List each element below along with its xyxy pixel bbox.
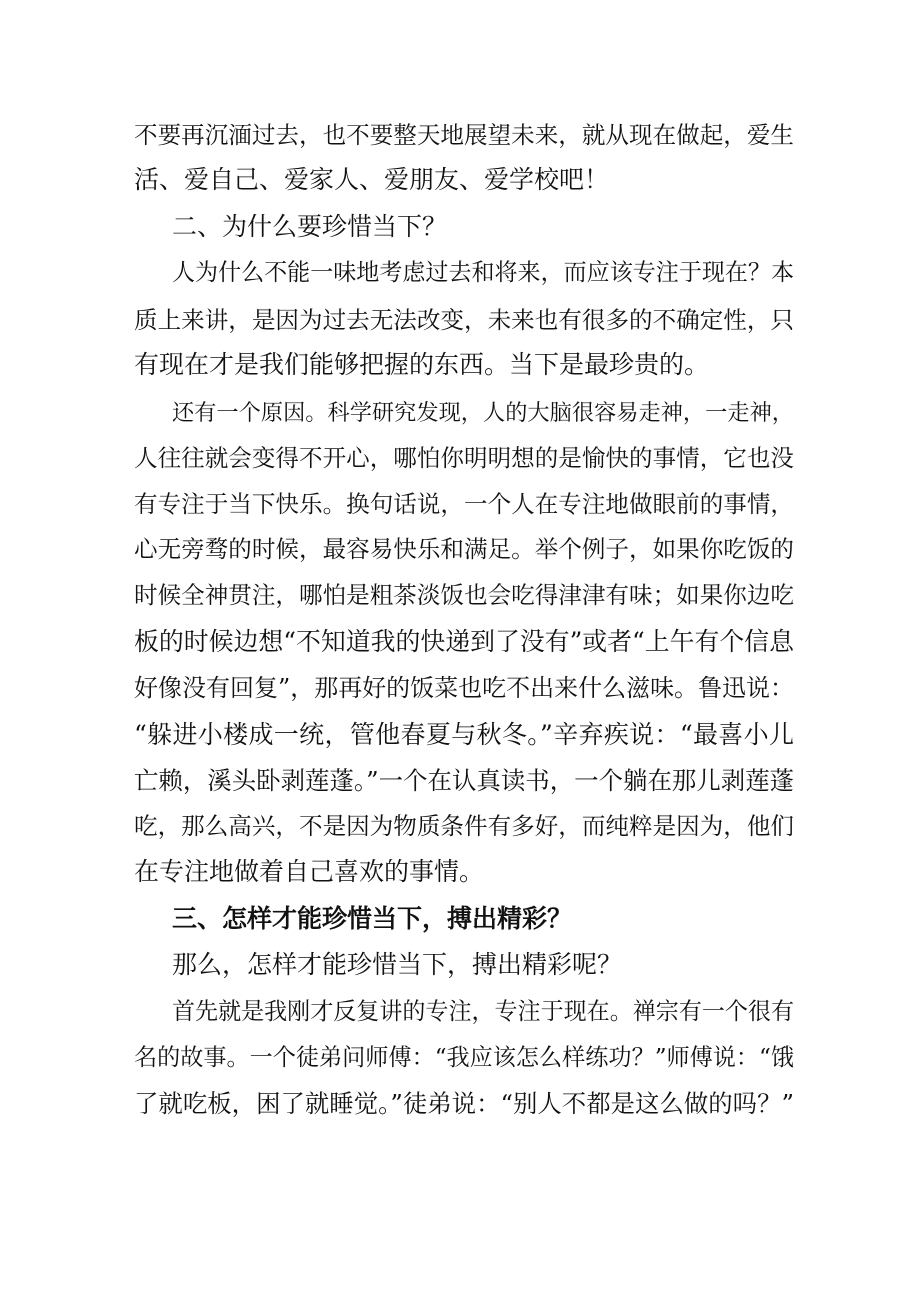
body-text-line: 有现在才是我们能够把握的东西。当下是最珍贵的。 — [134, 350, 710, 379]
body-text-line: 人为什么不能一味地考虑过去和将来，而应该专注于现在？本 — [172, 260, 794, 286]
body-text-line: 人往往就会变得不开心，哪怕你明明想的是愉快的事情，它也没 — [134, 444, 794, 472]
body-text-line: 亡赖，溪头卧剥莲蓬。”一个在认真读书，一个躺在那儿剥莲蓬 — [134, 766, 795, 795]
body-text-line: 心无旁骛的时候，最容易快乐和满足。举个例子，如果你吃饭的 — [134, 535, 794, 563]
body-text-line: 板的时候边想“不知道我的快递到了没有”或者“上午有个信息 — [134, 627, 795, 656]
body-text-line: 吃，那么高兴，不是因为物质条件有多好，而纯粹是因为，他们 — [134, 812, 794, 840]
section-heading: 二、为什么要珍惜当下？ — [172, 212, 448, 241]
body-text-line: 时候全神贯注，哪怕是粗茶淡饭也会吃得津津有味；如果你边吃 — [134, 581, 794, 609]
section-heading: 三、怎样才能珍惜当下，搏出精彩？ — [172, 904, 573, 933]
body-text-line: 还有一个原因。科学研究发现，人的大脑很容易走神，一走神， — [172, 400, 794, 426]
body-text-line: 名的故事。一个徒弟问师傅：“我应该怎么样练功？”师傅说：“饿 — [134, 1045, 794, 1071]
body-text-line: “躲进小楼成一统，管他春夏与秋冬。”辛弃疾说：“最喜小儿 — [134, 720, 794, 749]
body-text-line: 活、爱自己、爱家人、爱朋友、爱学校吧！ — [134, 165, 610, 194]
body-text-line: 好像没有回复”，那再好的饭菜也吃不出来什么滋味。鲁迅说： — [134, 674, 794, 702]
body-text-line: 那么，怎样才能珍惜当下，搏出精彩呢？ — [172, 950, 623, 979]
body-text-line: 首先就是我刚才反复讲的专注，专注于现在。禅宗有一个很有 — [172, 999, 794, 1025]
body-text-line: 有专注于当下快乐。换句话说，一个人在专注地做眼前的事情， — [134, 490, 794, 518]
body-text-line: 在专注地做着自己喜欢的事情。 — [134, 857, 485, 886]
body-text-line: 了就吃板，困了就睡觉。”徒弟说：“别人不都是这么做的吗？” — [134, 1089, 794, 1118]
body-text-line: 质上来讲，是因为过去无法改变，未来也有很多的不确定性，只 — [134, 306, 794, 334]
body-text-line: 不要再沉湎过去，也不要整天地展望未来，就从现在做起，爱生 — [134, 121, 794, 149]
